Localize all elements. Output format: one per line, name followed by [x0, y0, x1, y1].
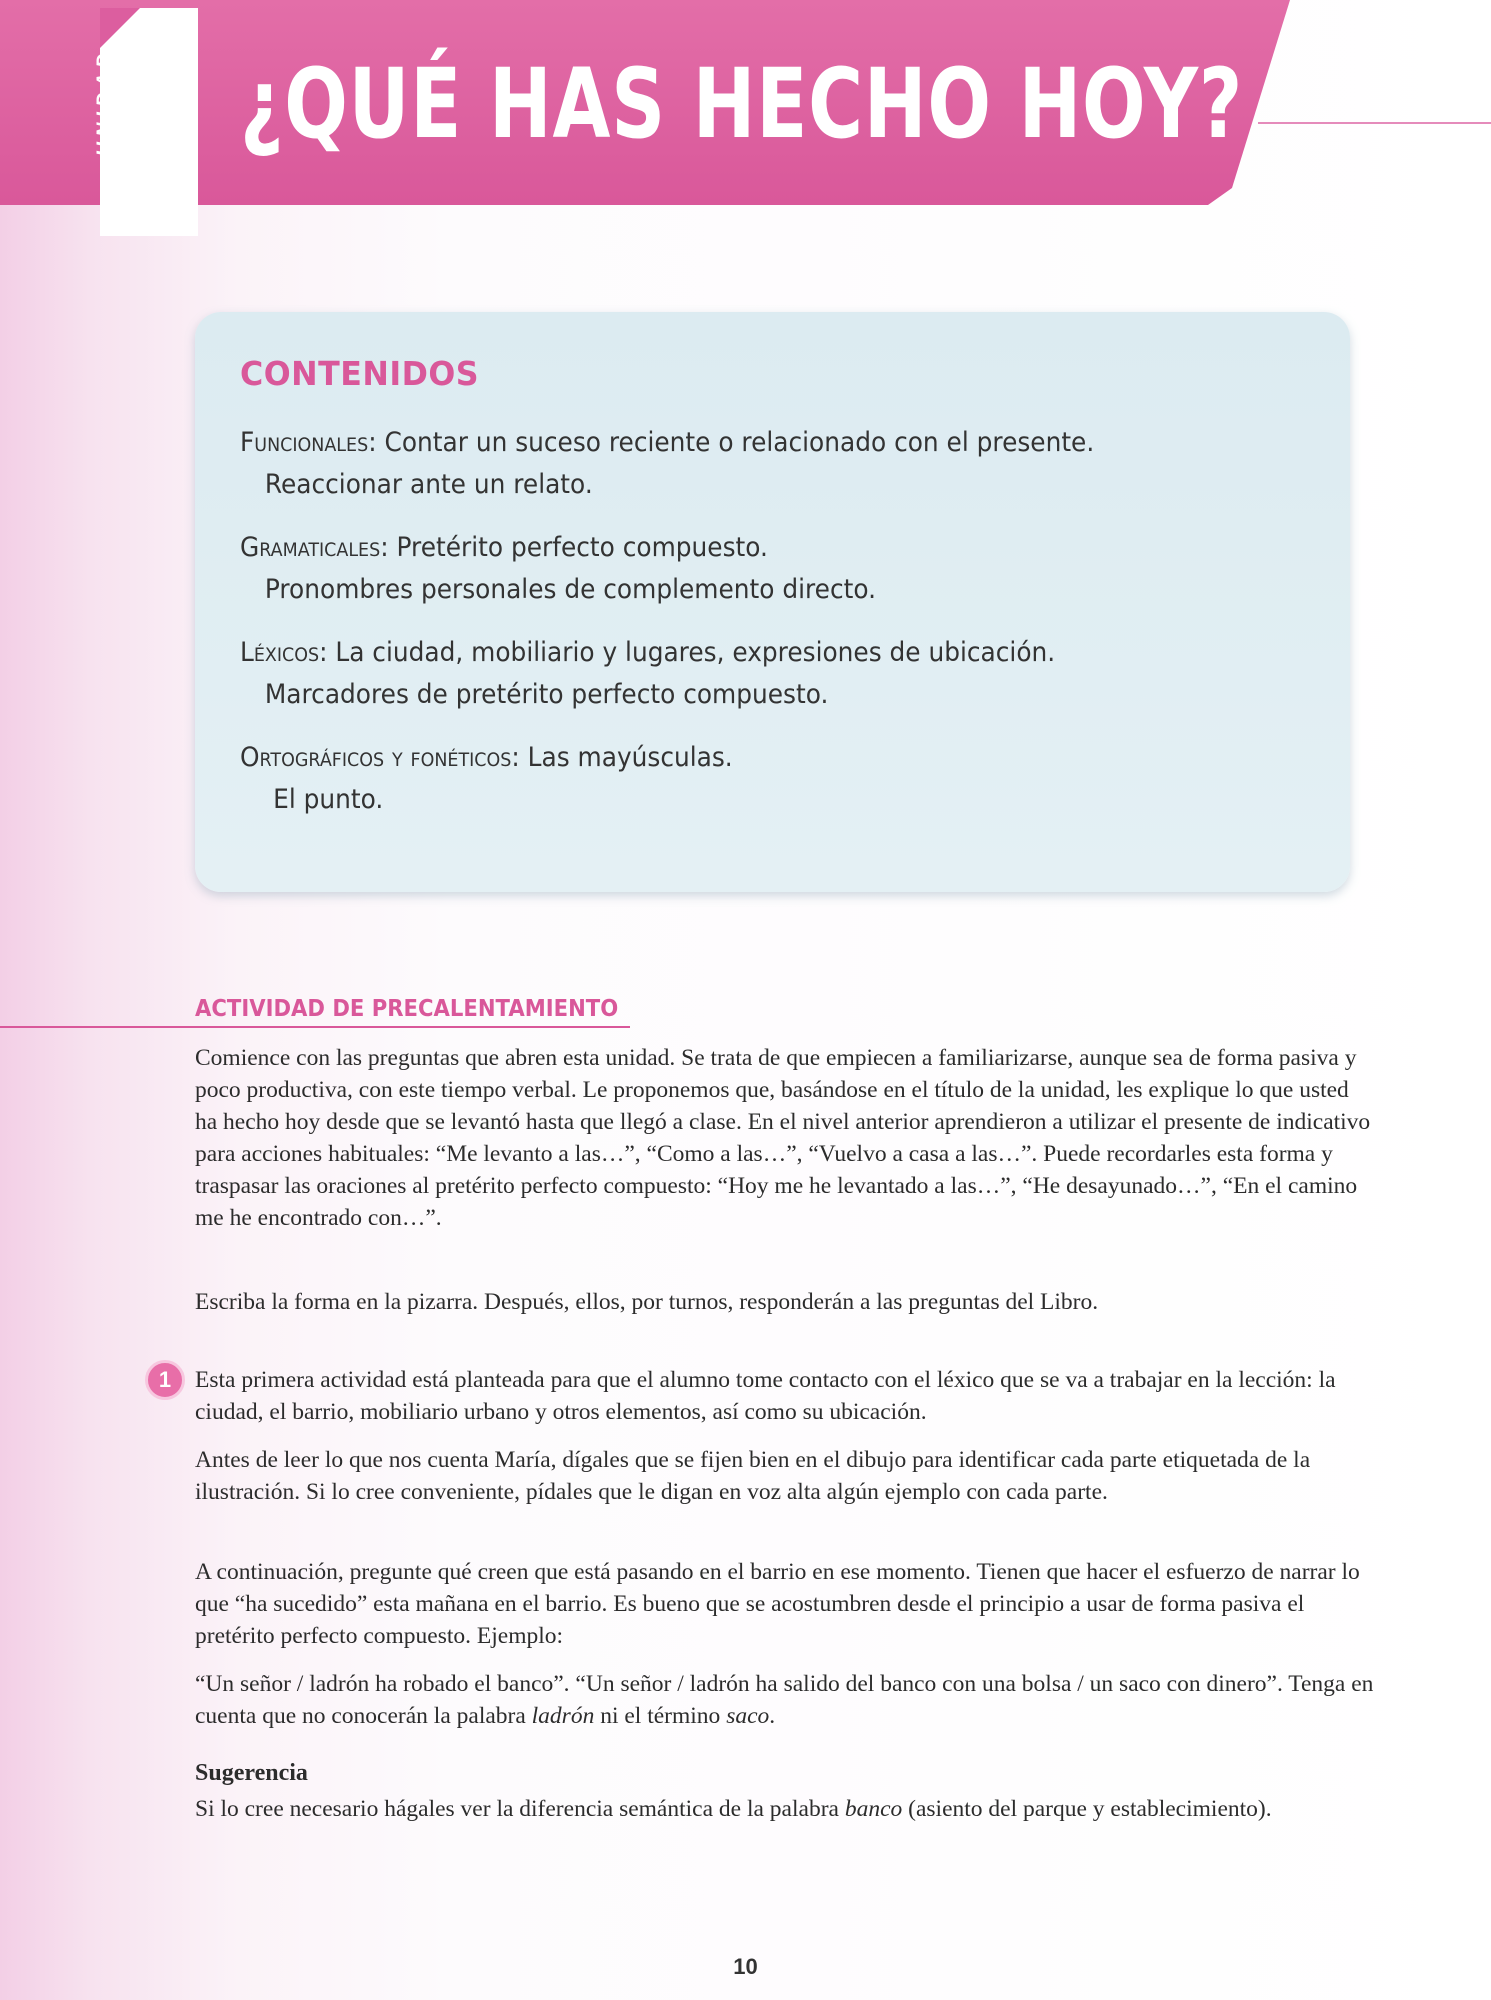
header-rule — [1258, 122, 1491, 124]
activity-example-text: ni el término — [594, 1703, 727, 1729]
warmup-heading: ACTIVIDAD DE PRECALENTAMIENTO — [195, 996, 619, 1022]
page-title: ¿QUÉ HAS HECHO HOY? — [240, 48, 1244, 160]
contents-item-label: Gramaticales: — [240, 532, 389, 563]
contents-item-text: Marcadores de pretérito perfecto compuesto. — [264, 679, 829, 710]
contents-item-ortograficos — [240, 737, 733, 821]
activity-example-term: ladrón — [531, 1703, 595, 1729]
contents-item-text: Contar un suceso reciente o relacionado con el presente. — [384, 427, 1095, 458]
contents-item-text: El punto. — [273, 784, 384, 815]
suggestion-text: (asiento del parque y establecimiento). — [902, 1796, 1272, 1822]
contents-heading: CONTENIDOS — [240, 354, 480, 393]
activity-paragraph: A continuación, pregunte qué creen que está pasando en el barrio en ese momento. Tienen que hacer el esfuerzo de narrar lo que “ha sucedido” esta mañana en el barrio. Es bueno que se acostumbren desde el principio a usar de forma pasiva el pretérito perfecto compuesto. Ejemplo: — [195, 1559, 1360, 1649]
warmup-heading-rule — [0, 1026, 630, 1028]
contents-item-label: Ortográficos y fonéticos: — [240, 742, 520, 773]
contents-item-text: Las mayúsculas. — [527, 742, 733, 773]
contents-item-label: Léxicos: — [240, 637, 328, 668]
contents-item-text: La ciudad, mobiliario y lugares, expresiones de ubicación. — [335, 637, 1056, 668]
contents-item-label: Funcionales: — [240, 427, 377, 458]
contents-item-lexicos — [240, 632, 1055, 716]
contents-item-text: Pronombres personales de complemento directo. — [264, 574, 877, 605]
contents-box — [195, 312, 1350, 892]
contents-item-text: Pretérito perfecto compuesto. — [396, 532, 768, 563]
warmup-paragraph: Escriba la forma en la pizarra. Después, ellos, por turnos, responderán a las preguntas del Libro. — [195, 1289, 1099, 1315]
contents-item-text: Reaccionar ante un relato. — [264, 469, 593, 500]
activity-example-term: saco — [726, 1703, 770, 1729]
activity-example-paragraph — [195, 1668, 1375, 1732]
unit-number — [100, 8, 198, 236]
contents-item-funcionales — [240, 422, 1094, 506]
activity-number-badge: 1 — [145, 1360, 185, 1400]
suggestion-term: banco — [844, 1796, 903, 1822]
activity-example-text: “Un señor / ladrón ha robado el banco”. “Un señor / ladrón ha salido del banco con una bolsa / un saco con dinero”. Tenga en cuenta que no conocerán la palabra — [195, 1671, 1374, 1729]
contents-item-gramaticales — [240, 527, 876, 611]
suggestion-text: Si lo cree necesario hágales ver la diferencia semántica de la palabra — [195, 1796, 845, 1822]
activity-paragraph: Esta primera actividad está planteada para que el alumno tome contacto con el léxico que se va a trabajar en la lección: la ciudad, el barrio, mobiliario urbano y otros elementos, así como su ubicación. — [195, 1367, 1336, 1425]
unit-label: UNIDAD — [93, 48, 116, 157]
activity-paragraph: Antes de leer lo que nos cuenta María, dígales que se fijen bien en el dibujo para identificar cada parte etiquetada de la ilustración. Si lo cree conveniente, pídales que le digan en voz alta algún ejemplo con cada parte. — [195, 1447, 1311, 1505]
activity-example-text: . — [769, 1703, 776, 1729]
warmup-paragraph: Comience con las preguntas que abren esta unidad. Se trata de que empiecen a familiarizarse, aunque sea de forma pasiva y poco productiva, con este tiempo verbal. Le proponemos que, basándose en el título de la unidad, les explique lo que usted ha hecho hoy desde que se levantó hasta que llegó a clase. En el nivel anterior aprendieron a utilizar el presente de indicativo para acciones habituales: “Me levanto a las…”, “Como a las…”, “Vuelvo a casa a las…”. Puede recordarles esta forma y traspasar las oraciones al pretérito perfecto compuesto: “Hoy me he levantado a las…”, “He desayunado…”, “En el camino me he encontrado con…”. — [195, 1045, 1371, 1231]
page-number: 10 — [733, 1954, 758, 1979]
suggestion-paragraph — [195, 1793, 1375, 1825]
suggestion-title: Sugerencia — [195, 1760, 308, 1786]
